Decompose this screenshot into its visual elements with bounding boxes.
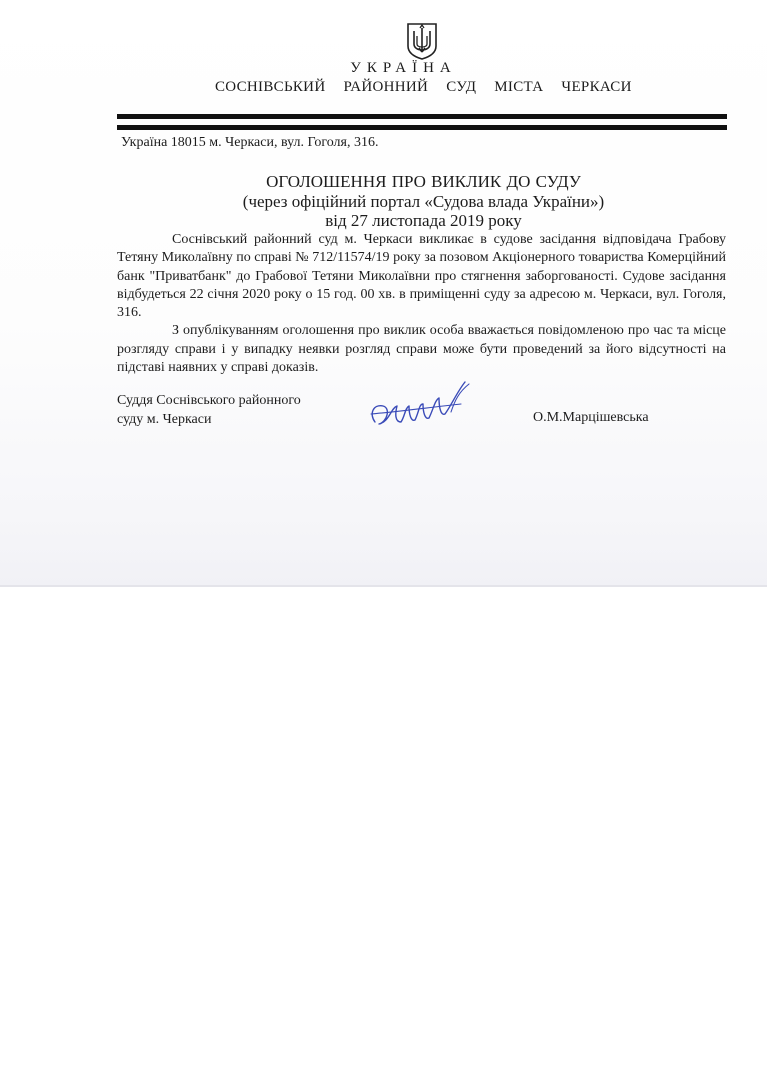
notice-title: ОГОЛОШЕННЯ ПРО ВИКЛИК ДО СУДУ [266,172,581,191]
judge-position-line1: Суддя Соснівського районного [117,393,301,408]
court-address: Україна 18015 м. Черкаси, вул. Гоголя, 316. [121,135,379,150]
header-divider-top [117,114,727,119]
trident-coat-of-arms-icon [405,22,439,60]
court-name-heading: СОСНІВСЬКИЙ РАЙОННИЙ СУД МІСТА ЧЕРКАСИ [215,79,632,95]
handwritten-signature [365,378,485,438]
judge-position [117,391,301,429]
notice-body [117,231,726,377]
notice-subtitle: (через офіційний портал «Судова влада України») [242,192,605,211]
notice-paragraph-consequences: З опублікуванням оголошення про виклик особа вважається повідомленою про час та місце розгляду справи і у випадку неявки розгляд справи може бути проведений за його відсутності на підставі наявних у справі доказів. [117,323,726,376]
country-heading: УКРАЇНА [350,60,457,76]
header-divider-bottom [117,125,727,130]
page-bottom-edge [0,585,767,587]
notice-date: від 27 листопада 2019 року [325,211,522,230]
judge-position-line2: суду м. Черкаси [117,412,212,427]
judge-name: О.М.Марцішевська [533,410,649,425]
notice-paragraph-summons: Соснівський районний суд м. Черкаси викликає в судове засідання відповідача Грабову Тетяну Миколаївну по справі № 712/11574/19 року за позовом Акціонерного товариства Комерційний банк "Приватбанк" до Грабової Тетяни Миколаївни про стягнення заборгованості. Судове засідання відбудеться 22 січня 2020 року о 15 год. 00 хв. в приміщенні суду за адресою м. Черкаси, вул. Гоголя, 316. [117,232,726,321]
